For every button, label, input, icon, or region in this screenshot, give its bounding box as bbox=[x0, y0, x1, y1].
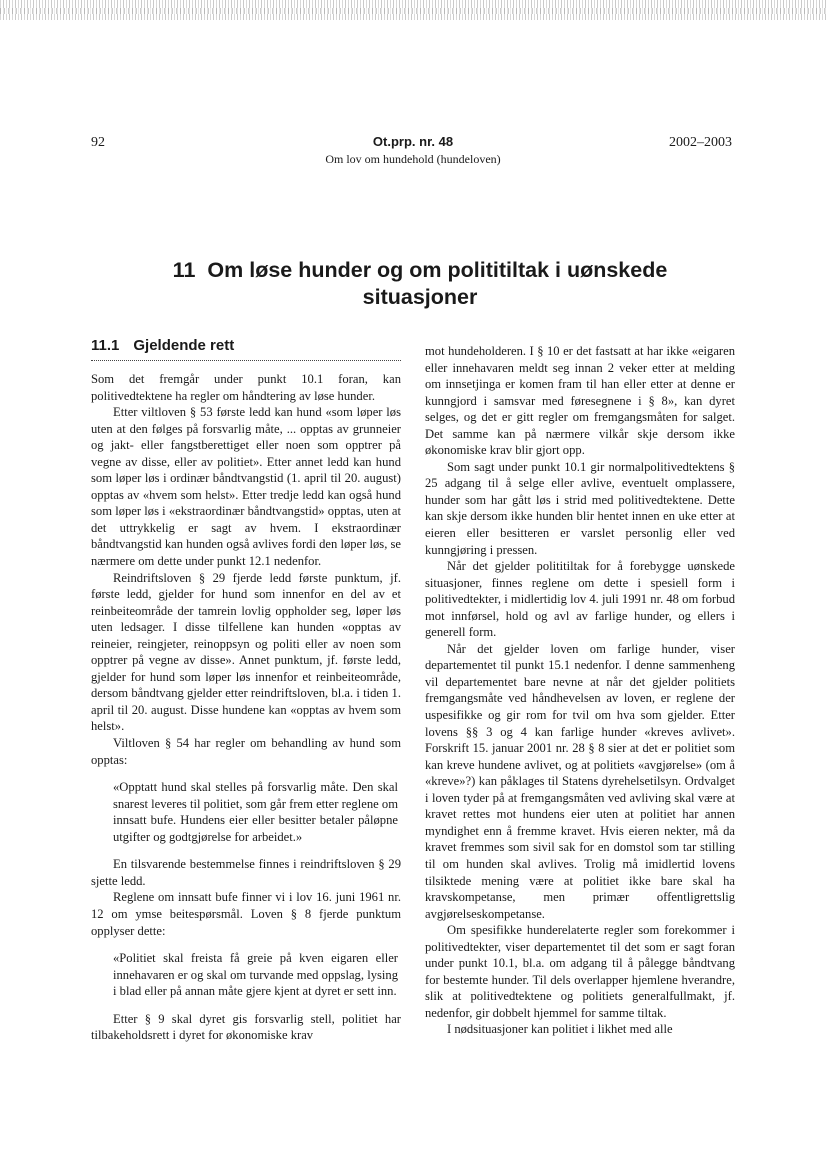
paragraph: Reindriftsloven § 29 fjerde ledd første punktum, jf. første ledd, gjelder for hund som innenfor en del av et reinbeiteområde der tamrein lovlig oppholder seg, løper løs uten ledsager. I disse tilfellene kan hunden «opptas av reineier, reingjeter, reinoppsyn og politi eller av noen som opptrer på vegne av disse». Annet punktum, jf. første ledd, gjelder for hund som løper løs innenfor et reinbeiteområde, dersom båndtvang gjelder etter reindriftsloven, bl.a. i tiden 1. april til 20. august. Disse hundene kan «opptas av hvem som helst». bbox=[91, 570, 401, 734]
running-header-year: 2002–2003 bbox=[669, 135, 732, 150]
paragraph: Viltloven § 54 har regler om behandling av hund som opptas: bbox=[91, 736, 401, 767]
chapter-number: 11 bbox=[172, 258, 196, 282]
paragraph: Etter viltloven § 53 første ledd kan hund «som løper løs uten at den følges på forsvarlig måte, ... opptas av grunneier og jakt- eller fangstberettiget eller noen som opptrer på vegne av disse, eller av politiet». Etter annet ledd kan hund som løper løs i ordinær båndtvangstid (1. april til 20. august) opptas av «hvem som helst». Etter tredje ledd kan også hund som løper løs i «ekstraordinær båndtvangstid» opptas, uten at det uttrykkelig er sagt av hvem. I ekstraordinær båndtvangstid kan hunden også avlives fordi den løper løs, se nærmere om dette under punkt 12.1 nedenfor. bbox=[91, 405, 401, 569]
section-number: 11.1 bbox=[91, 337, 120, 354]
paragraph: mot hundeholderen. I § 10 er det fastsatt at har ikke «eigaren eller innehavaren meldt seg innan 2 veker etter at melding om innsetjinga er komen fram til han eller etter at denne er kunngjord i samsvar med føresegnene i § 8», kan dyret selges, og det er gitt regler om fremgangsmåten for salget. Det samme kan på nærmere vilkår skje dersom ikke økonomiske krav blir gjort opp. bbox=[425, 344, 735, 458]
page-number: 92 bbox=[91, 135, 105, 150]
section-title: Gjeldende rett bbox=[133, 337, 235, 354]
paragraph: Etter § 9 skal dyret gis forsvarlig stell, politiet har tilbakeholdsrett i dyret for økonomiske krav bbox=[91, 1011, 401, 1043]
paragraph: Om spesifikke hunderelaterte regler som forekommer i politivedtekter, viser departementet til det som er sagt foran under punkt 10.1, bl.a. om adgang til å pålegge båndtvang for bestemte hunder. Til dels overlapper hjemlene hverandre, slik at politivedtektene og politiets generalfullmakt, jf. nedenfor, gir dobbelt hjemmel for samme tiltak. bbox=[425, 923, 735, 1020]
scan-artifact-line bbox=[0, 8, 826, 14]
block-quote bbox=[113, 950, 398, 1000]
section-heading bbox=[91, 337, 401, 354]
left-column bbox=[91, 371, 401, 1044]
paragraph: Når det gjelder loven om farlige hunder, viser departementet til punkt 15.1 nedenfor. I denne sammenheng vil departementet bare nevne at når det gjelder politiets fremgangsmåte ved håndhevelsen av loven, er reglene der uspesifikke og gir rom for tvil om hva som gjelder. Etter lovens §§ 3 og 4 kan farlige hunder «kreves avlivet». Forskrift 15. januar 2001 nr. 28 § 8 sier at det er politiet som kan kreve hundene avlivet, og at politiets «avgjørelse» (om å «kreve»?) kan påklages til Statens dyrehelsetilsyn. Ordvalget i loven tyder på at fremgangsmåten ved avliving skal være at kravet rettes mot hundens eier uten at politiet har annen myndighet enn å fremme kravet. Hvis eieren nekter, må da kravet fremmes som sivil sak for en domstol som tar stilling til om hunden skal avlives. Trolig må imidlertid lovens tilsiktede mening være at politiet ikke bare skal ha kravskompetanse, men primær offentligrettslig avgjørelseskompetanse. bbox=[425, 641, 735, 921]
paragraph: Som det fremgår under punkt 10.1 foran, kan politivedtektene ha regler om håndtering av løse hunder. bbox=[91, 372, 401, 403]
paragraph: En tilsvarende bestemmelse finnes i reindriftsloven § 29 sjette ledd. bbox=[91, 857, 401, 888]
block-quote bbox=[113, 779, 398, 845]
paragraph: Når det gjelder polititiltak for å forebygge uønskede situasjoner, finnes reglene om dette i spesiell form i politivedtekter, i midlertidig lov 4. juli 1991 nr. 48 om forbud mot innførsel, hold og avl av farlige hunder, og ellers i generell form. bbox=[425, 559, 735, 640]
quote-text: «Politiet skal freista få greie på kven eigaren eller innehavaren er og skal om turvande med oppslag, lysing i blad eller på annan måte gjere kjent at dyret er sett inn. bbox=[113, 951, 398, 999]
paragraph: Som sagt under punkt 10.1 gir normalpolitivedtektens § 25 adgang til å selge eller avlive, eventuelt omplassere, hunder som har gått løs i strid med politivedtektene. Dette kan skje dersom ikke hunden blir hentet innen en uke etter at eieren eller besitteren er varslet personlig eller ved kunngjøring i pressen. bbox=[425, 459, 735, 557]
quote-text: «Opptatt hund skal stelles på forsvarlig måte. Den skal snarest leveres til politiet, som går frem etter reglene om innsatt bufe. Hundens eier eller besitter betaler påløpne utgifter og godtgjørelse for arbeidet.» bbox=[113, 780, 398, 844]
section-rule bbox=[91, 360, 401, 361]
paragraph: Reglene om innsatt bufe finner vi i lov 16. juni 1961 nr. 12 om ymse beitespørsmål. Loven § 8 fjerde punktum opplyser dette: bbox=[91, 890, 401, 938]
right-column bbox=[425, 343, 735, 1038]
chapter-title: Om løse hunder og om polititiltak i uønskede situasjoner bbox=[207, 258, 668, 309]
paragraph: I nødsituasjoner kan politiet i likhet med alle bbox=[447, 1022, 673, 1037]
running-header-title: Ot.prp. nr. 48 bbox=[372, 134, 454, 149]
chapter-heading bbox=[140, 257, 700, 311]
running-header-subtitle: Om lov om hundehold (hundeloven) bbox=[325, 152, 501, 166]
